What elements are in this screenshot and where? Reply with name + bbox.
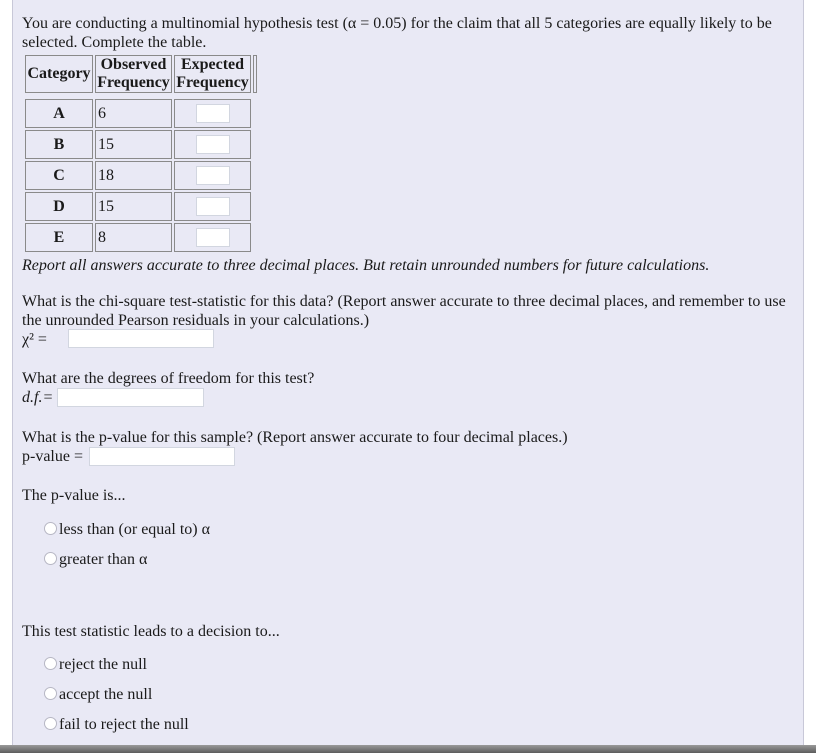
option-label: accept the null [59, 686, 153, 703]
row-spacer [253, 161, 257, 190]
chi-square-question: What is the chi-square test-statistic for this data? (Report answer accurate to three decimal places, and remember to use the unrounded Pearson residuals in your calculations.) [22, 293, 786, 329]
table-row [25, 99, 257, 128]
radio-button-icon[interactable] [44, 717, 57, 730]
table-gap [25, 95, 257, 97]
observed-header: Observed Frequency [95, 55, 172, 93]
expected-input-d[interactable] [196, 197, 230, 216]
p-compare-question: The p-value is... [22, 487, 126, 504]
report-note: Report all answers accurate to three decimal places. But retain unrounded numbers for future calculations. [22, 257, 710, 274]
radio-button-icon[interactable] [44, 522, 57, 535]
row-spacer [253, 130, 257, 159]
p-value-label: p-value = [22, 448, 83, 465]
option-label: less than (or equal to) α [59, 521, 211, 538]
p-value-input[interactable] [89, 447, 235, 466]
category-cell: A [25, 99, 93, 128]
row-spacer [253, 223, 257, 252]
table-row [25, 161, 257, 190]
row-spacer [253, 99, 257, 128]
expected-cell [174, 99, 251, 128]
frequency-table [23, 53, 259, 254]
option-fail-to-reject-null[interactable] [44, 715, 189, 734]
option-less-than-alpha[interactable] [44, 520, 210, 539]
expected-input-a[interactable] [196, 104, 230, 123]
observed-cell: 18 [95, 161, 172, 190]
df-label: d.f.= [22, 389, 54, 406]
expected-cell [174, 130, 251, 159]
table-header-spacer [253, 55, 257, 93]
option-reject-null[interactable] [44, 655, 147, 674]
table-header-row [25, 55, 257, 93]
category-cell: B [25, 130, 93, 159]
radio-button-icon[interactable] [44, 552, 57, 565]
observed-cell: 8 [95, 223, 172, 252]
p-value-question: What is the p-value for this sample? (Report answer accurate to four decimal places.) [22, 429, 568, 446]
option-greater-than-alpha[interactable] [44, 550, 147, 569]
observed-cell: 15 [95, 192, 172, 221]
expected-cell [174, 223, 251, 252]
window-bottom-edge [0, 745, 816, 753]
expected-header: Expected Frequency [174, 55, 251, 93]
expected-cell [174, 161, 251, 190]
chi-square-input[interactable] [68, 329, 214, 348]
category-cell: D [25, 192, 93, 221]
row-spacer [253, 192, 257, 221]
option-accept-null[interactable] [44, 685, 152, 704]
radio-button-icon[interactable] [44, 657, 57, 670]
chi-square-label: χ² = [22, 331, 47, 348]
option-label: reject the null [59, 656, 147, 673]
df-input[interactable] [57, 388, 204, 407]
category-header: Category [25, 55, 93, 93]
observed-cell: 15 [95, 130, 172, 159]
option-label: greater than α [59, 551, 148, 568]
expected-input-b[interactable] [196, 135, 230, 154]
expected-cell [174, 192, 251, 221]
table-row [25, 192, 257, 221]
table-row [25, 223, 257, 252]
df-question: What are the degrees of freedom for this test? [22, 370, 315, 387]
category-cell: E [25, 223, 93, 252]
intro-text: You are conducting a multinomial hypothesis test (α = 0.05) for the claim that all 5 categories are equally likely to be selected. Complete the table. [22, 15, 772, 51]
expected-input-c[interactable] [196, 166, 230, 185]
radio-button-icon[interactable] [44, 687, 57, 700]
expected-input-e[interactable] [196, 228, 230, 247]
table-row [25, 130, 257, 159]
observed-cell: 6 [95, 99, 172, 128]
decision-question: This test statistic leads to a decision to... [22, 623, 280, 640]
option-label: fail to reject the null [59, 716, 189, 733]
category-cell: C [25, 161, 93, 190]
